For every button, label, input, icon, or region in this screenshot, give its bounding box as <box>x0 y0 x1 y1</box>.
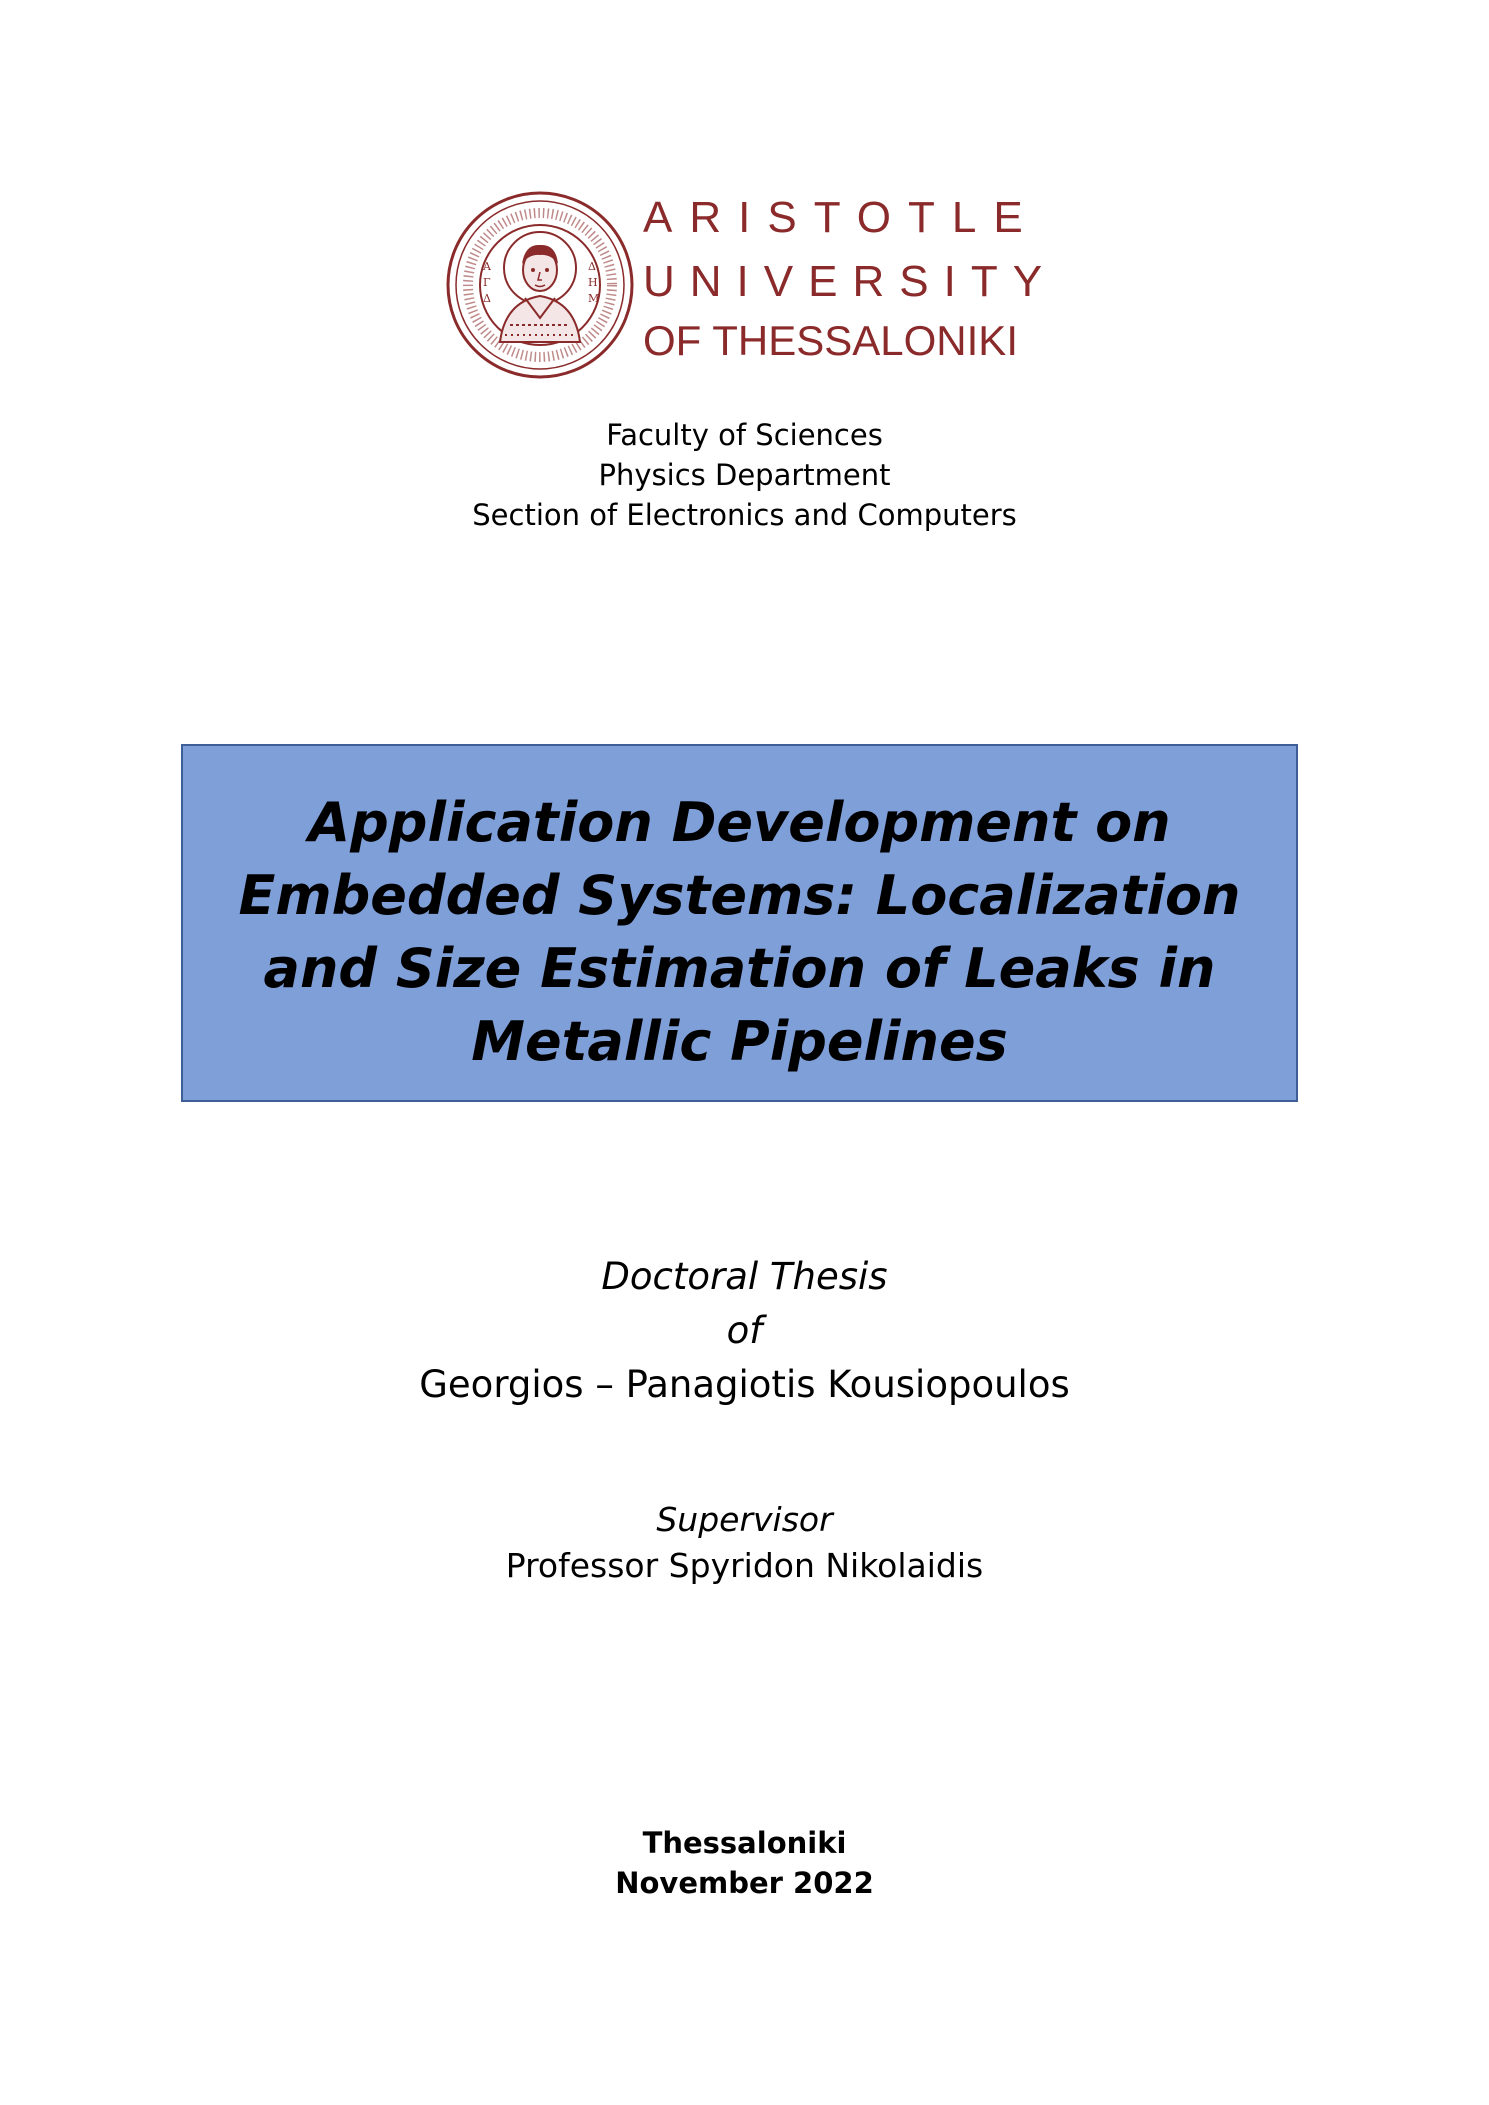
supervisor-name: Professor Spyridon Nikolaidis <box>505 1546 984 1585</box>
university-logo <box>445 190 1058 380</box>
svg-text:Η: Η <box>588 276 598 289</box>
title-box <box>181 744 1298 1102</box>
svg-text:Δ: Δ <box>483 292 491 305</box>
city: Thessaloniki <box>642 1826 847 1860</box>
svg-text:Δ: Δ <box>588 260 596 273</box>
svg-text:Μ: Μ <box>588 292 600 305</box>
university-seal-icon <box>445 190 635 380</box>
date: November 2022 <box>615 1866 874 1900</box>
svg-text:Α: Α <box>483 260 491 273</box>
department-name: Physics Department <box>598 458 891 492</box>
title-line-2: Embedded Systems: Localization <box>238 864 1241 927</box>
place-date-block <box>0 1823 1489 1903</box>
thesis-info <box>0 1250 1489 1412</box>
thesis-title <box>183 786 1296 1078</box>
svg-text:Γ: Γ <box>483 276 491 289</box>
title-line-1: Application Development on <box>308 791 1171 854</box>
faculty-name: Faculty of Sciences <box>606 418 883 452</box>
affiliation-block <box>0 415 1489 535</box>
title-line-4: Metallic Pipelines <box>471 1010 1008 1073</box>
supervisor-label: Supervisor <box>656 1500 833 1539</box>
logo-line-university: UNIVERSITY <box>643 257 1058 306</box>
thesis-type: Doctoral Thesis <box>601 1255 888 1298</box>
author-name: Georgios – Panagiotis Kousiopoulos <box>419 1363 1070 1406</box>
title-line-3: and Size Estimation of Leaks in <box>263 937 1216 1000</box>
section-name: Section of Electronics and Computers <box>472 498 1017 532</box>
thesis-of: of <box>726 1309 763 1352</box>
university-name <box>643 193 1063 370</box>
supervisor-block <box>0 1497 1489 1589</box>
logo-line-aristotle: ARISTOTLE <box>643 193 1040 242</box>
logo-line-of-thessaloniki: OF THESSALONIKI <box>643 317 1018 364</box>
